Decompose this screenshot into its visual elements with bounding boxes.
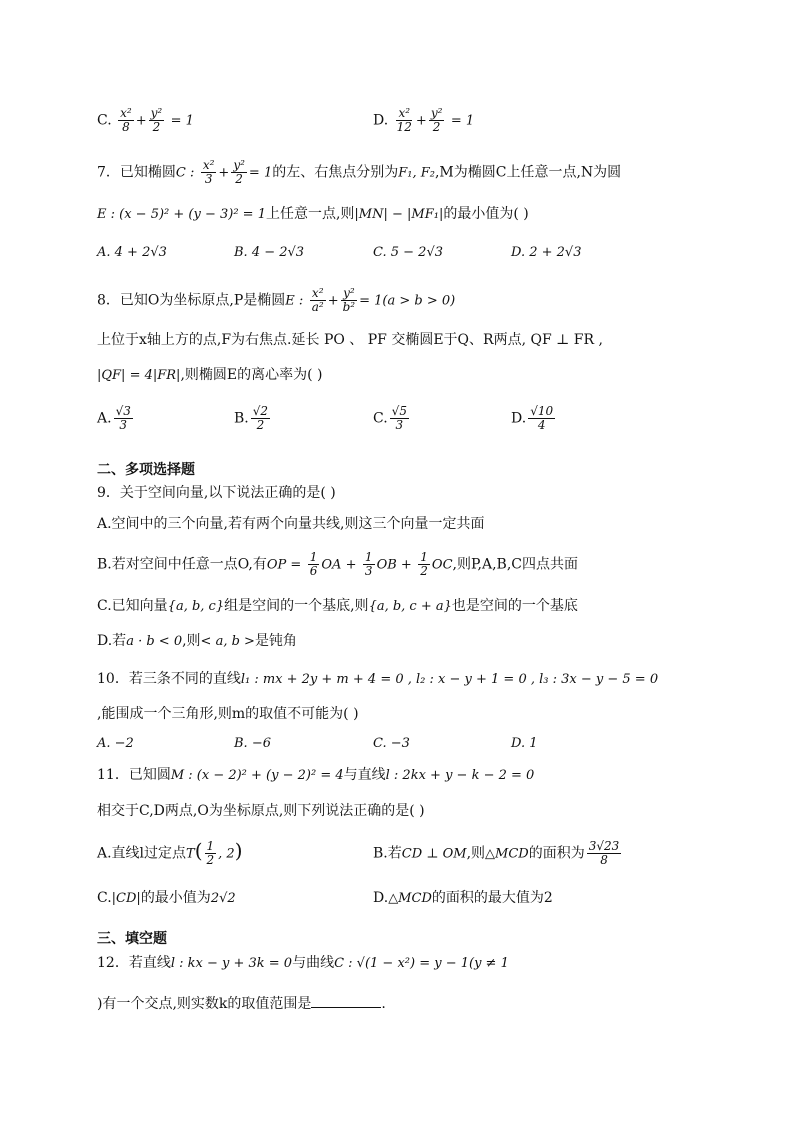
fraction: $\frac{3√23}{8}$ <box>588 839 620 867</box>
q9-option-c: C.已知向量{a, b, c}组是空间的一个基底,则{a, b, c + a}也是空间的一个基底 <box>97 598 578 614</box>
q8-stem: 8．已知O为坐标原点,P是椭圆E : $\frac{\text{x²}}{\text{a²}}$ + $\frac{\text{y²}}{\text{b²}}$ = 1(a > b > 0) <box>97 286 456 314</box>
q7-option-d: D. 2 + 2√3 <box>511 245 582 260</box>
q11-stem: 11．已知圆M : (x − 2)² + (y − 2)² = 4与直线l : 2kx + y − k − 2 = 0 <box>97 767 535 783</box>
q10-option-c: C. −3 <box>373 736 410 751</box>
q8-stem-line2: 上位于x轴上方的点,F为右焦点.延长 PO 、 PF 交椭圆E于Q、R两点, QF ⊥ FR , <box>97 332 603 348</box>
fraction: $\frac{1}{6}$ <box>309 550 318 578</box>
q11-option-a: A.直线l过定点T( $\frac{1}{2}$ , 2) <box>97 838 243 867</box>
fraction: $\frac{\text{y²}}{2}$ <box>150 106 163 134</box>
fraction: $\frac{√2}{2}$ <box>252 404 269 432</box>
fraction: $\frac{\text{y²}}{\text{b²}}$ <box>342 286 356 314</box>
section-heading-fill-in: 三、填空题 <box>97 931 167 947</box>
q6-option-d: D. $\frac{\text{x²}}{12}$ + $\frac{\text{y²}}{2}$ = 1 <box>373 106 475 134</box>
q12-stem-line2: )有一个交点,则实数k的取值范围是 . <box>97 993 386 1014</box>
q8-stem-line3: |QF| = 4|FR|,则椭圆E的离心率为( ) <box>97 367 323 383</box>
q10-stem-line2: ,能围成一个三角形,则m的取值不可能为( ) <box>97 706 359 722</box>
section-heading-multiple-choice: 二、多项选择题 <box>97 462 195 478</box>
q7-stem-line2: E : (x − 5)² + (y − 3)² = 1上任意一点,则|MN| − |MF₁|的最小值为( ) <box>97 206 529 222</box>
q9-option-d: D.若a · b < 0,则< a, b >是钝角 <box>97 633 297 649</box>
q12-stem: 12．若直线l : kx − y + 3k = 0与曲线C : √(1 − x²) = y − 1(y ≠ 1 <box>97 955 509 971</box>
fraction: $\frac{√5}{3}$ <box>391 404 407 432</box>
q10-stem: 10．若三条不同的直线l₁ : mx + 2y + m + 4 = 0 , l₂ : x − y + 1 = 0 , l₃ : 3x − y − 5 = 0 <box>97 671 659 687</box>
fraction: $\frac{\text{y²}}{2}$ <box>430 106 443 134</box>
fraction: $\frac{√10}{4}$ <box>530 404 554 432</box>
q11-option-c: C.|CD|的最小值为2√2 <box>97 890 236 906</box>
q10-option-a: A. −2 <box>97 736 134 751</box>
q9-option-a: A.空间中的三个向量,若有两个向量共线,则这三个向量一定共面 <box>97 516 485 532</box>
q7-option-c: C. 5 − 2√3 <box>373 245 444 260</box>
q11-option-b: B.若CD ⊥ OM,则△MCD的面积为 $\frac{3√23}{8}$ <box>373 839 620 867</box>
answer-blank[interactable] <box>311 993 381 1008</box>
q8-option-c: C. $\frac{√5}{3}$ <box>373 404 407 432</box>
fraction: $\frac{1}{2}$ <box>420 550 428 578</box>
q10-option-b: B. −6 <box>234 736 271 751</box>
q8-option-d: D. $\frac{√10}{4}$ <box>511 404 554 432</box>
q8-option-a: A. $\frac{√3}{3}$ <box>97 404 131 432</box>
q7-stem: 7．已知椭圆C : $\frac{\text{x²}}{3}$ + $\frac{\text{y²}}{2}$ = 1的左、右焦点分别为F₁, F₂,M为椭圆C上任意一点,N为圆 <box>97 158 622 186</box>
fraction: $\frac{\text{x²}}{12}$ <box>396 106 412 134</box>
q10-option-d: D. 1 <box>511 736 538 751</box>
fraction: $\frac{\text{x²}}{8}$ <box>120 106 132 134</box>
fraction: $\frac{1}{2}$ <box>206 839 215 867</box>
q9-option-b: B.若对空间中任意一点O,有OP = $\frac{1}{6}$ OA + $\frac{1}{3}$ OB + $\frac{1}{2}$ OC,则P,A,B,C四点共面 <box>97 550 579 578</box>
fraction: $\frac{1}{3}$ <box>364 550 373 578</box>
q6-option-c: C. $\frac{\text{x²}}{8}$ + $\frac{\text{y²}}{2}$ = 1 <box>97 106 194 134</box>
fraction: $\frac{\text{x²}}{\text{a²}}$ <box>311 286 324 314</box>
fraction: $\frac{√3}{3}$ <box>115 404 131 432</box>
fraction: $\frac{\text{y²}}{2}$ <box>233 158 245 186</box>
q7-option-a: A. 4 + 2√3 <box>97 245 167 260</box>
q9-stem: 9．关于空间向量,以下说法正确的是( ) <box>97 485 336 501</box>
fraction: $\frac{\text{x²}}{3}$ <box>202 158 215 186</box>
q8-option-b: B. $\frac{√2}{2}$ <box>234 404 269 432</box>
q7-option-b: B. 4 − 2√3 <box>234 245 305 260</box>
q11-option-d: D.△MCD的面积的最大值为2 <box>373 890 553 906</box>
q11-stem-line2: 相交于C,D两点,O为坐标原点,则下列说法正确的是( ) <box>97 803 425 819</box>
